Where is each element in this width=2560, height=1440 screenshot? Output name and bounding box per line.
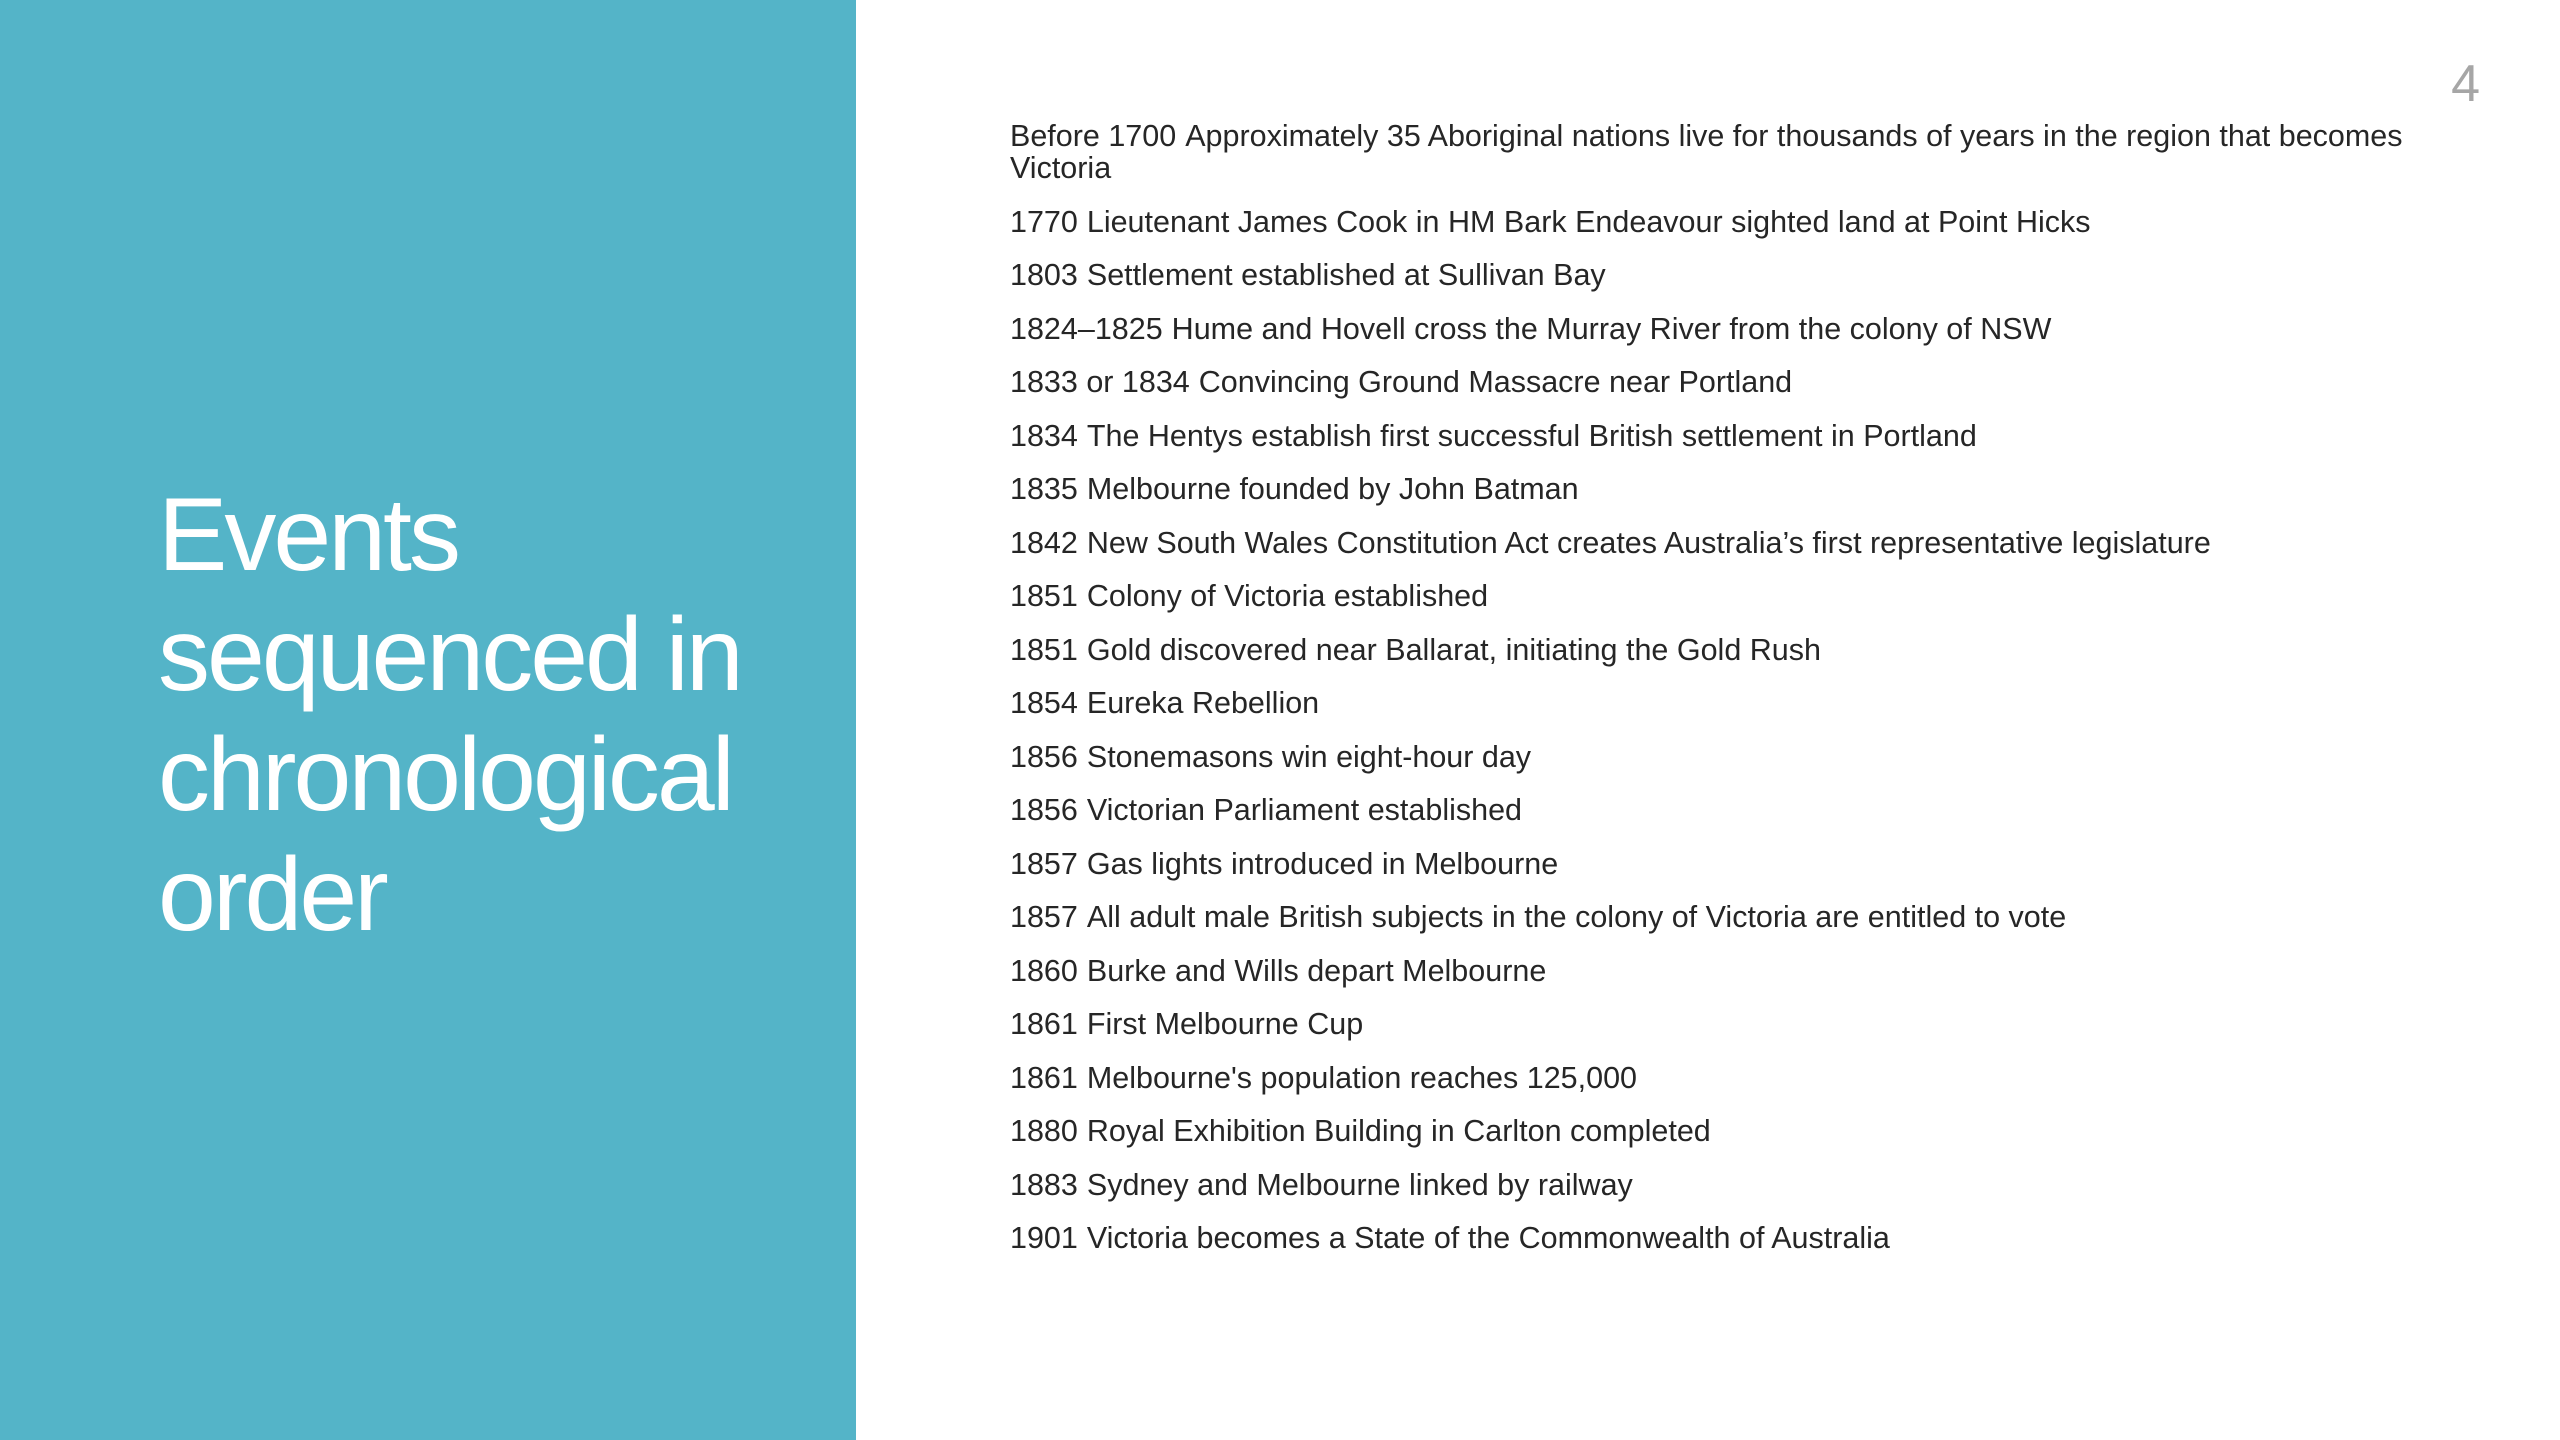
event-year: 1883 [1010, 1167, 1078, 1202]
event-year: 1842 [1010, 525, 1078, 560]
event-text: New South Wales Constitution Act creates Australia’s first representative legislature [1086, 525, 2211, 560]
event-text: Melbourne founded by John Batman [1086, 472, 1579, 506]
event-text: First Melbourne Cup [1086, 1007, 1364, 1041]
event-text: Settlement established at Sullivan Bay [1086, 258, 1606, 292]
event-item [1010, 206, 2410, 238]
event-year: 1770 [1010, 204, 1078, 239]
event-item [1010, 634, 2410, 666]
event-text: Convincing Ground Massacre near Portland [1198, 365, 1793, 399]
event-text: Gas lights introduced in Melbourne [1086, 846, 1559, 881]
event-item [1010, 1169, 2410, 1201]
event-text: All adult male British subjects in the colony of Victoria are entitled to vote [1086, 900, 2067, 934]
event-item [1010, 420, 2410, 452]
event-item [1010, 1222, 2410, 1254]
event-item [1010, 1008, 2410, 1040]
event-year: 1856 [1010, 739, 1078, 774]
event-year: 1901 [1010, 1221, 1078, 1255]
event-text: Victoria becomes a State of the Commonwealth of Australia [1086, 1221, 1890, 1255]
event-item [1010, 120, 2410, 184]
event-item [1010, 313, 2410, 345]
event-text: Melbourne's population reaches 125,000 [1086, 1060, 1637, 1095]
event-year: 1854 [1010, 686, 1078, 720]
event-text: Approximately 35 Aboriginal nations live for thousands of years in the region that becomes Victoria [1010, 119, 2403, 185]
event-item [1010, 259, 2410, 291]
event-year: 1833 or 1834 [1010, 365, 1190, 399]
event-item [1010, 901, 2410, 933]
event-item [1010, 473, 2410, 505]
event-year: 1851 [1010, 632, 1078, 667]
event-year: Before 1700 [1010, 119, 1177, 153]
event-text: Eureka Rebellion [1086, 686, 1320, 720]
event-item [1010, 955, 2410, 987]
event-item [1010, 848, 2410, 880]
event-text: Burke and Wills depart Melbourne [1086, 953, 1547, 988]
event-year: 1856 [1010, 793, 1078, 827]
event-year: 1834 [1010, 418, 1078, 453]
event-year: 1824–1825 [1010, 311, 1163, 346]
event-item [1010, 794, 2410, 826]
event-item [1010, 527, 2410, 559]
event-year: 1803 [1010, 258, 1078, 292]
event-item [1010, 1115, 2410, 1147]
event-year: 1857 [1010, 846, 1078, 881]
event-text: Stonemasons win eight-hour day [1086, 739, 1532, 774]
event-year: 1851 [1010, 579, 1078, 613]
title-panel [0, 0, 856, 1440]
event-year: 1860 [1010, 953, 1078, 988]
event-year: 1880 [1010, 1114, 1078, 1148]
event-text: Gold discovered near Ballarat, initiating the Gold Rush [1086, 632, 1821, 667]
event-text: Colony of Victoria established [1086, 579, 1489, 613]
event-item [1010, 1062, 2410, 1094]
event-year: 1835 [1010, 472, 1078, 506]
slide-title: Events sequenced in chronological order [158, 477, 741, 953]
event-item [1010, 580, 2410, 612]
event-text: The Hentys establish first successful British settlement in Portland [1086, 418, 1977, 453]
event-text: Sydney and Melbourne linked by railway [1086, 1167, 1633, 1202]
event-text: Lieutenant James Cook in HM Bark Endeavour sighted land at Point Hicks [1086, 204, 2091, 239]
event-year: 1861 [1010, 1007, 1078, 1041]
event-year: 1857 [1010, 900, 1078, 934]
event-item [1010, 741, 2410, 773]
event-text: Victorian Parliament established [1086, 793, 1523, 827]
events-list [1010, 120, 2410, 1276]
event-item [1010, 687, 2410, 719]
event-year: 1861 [1010, 1060, 1078, 1095]
event-text: Royal Exhibition Building in Carlton completed [1086, 1114, 1711, 1148]
event-item [1010, 366, 2410, 398]
event-text: Hume and Hovell cross the Murray River from the colony of NSW [1171, 311, 2052, 346]
page-number: 4 [2451, 55, 2480, 113]
